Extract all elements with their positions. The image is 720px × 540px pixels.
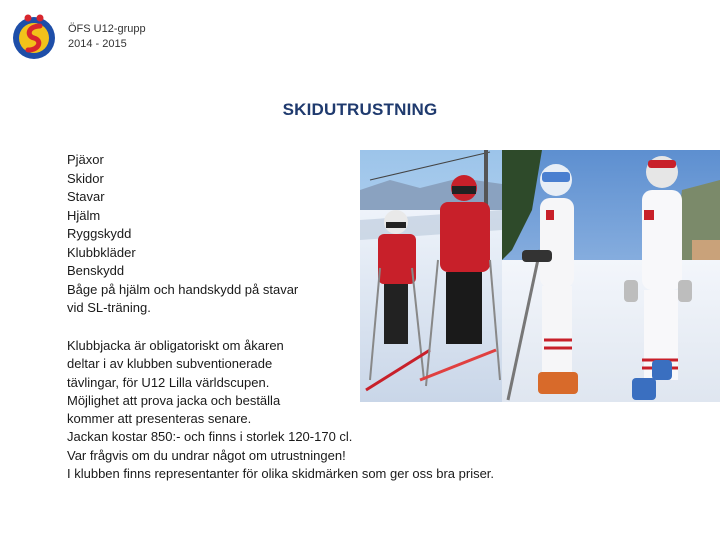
equipment-list: [67, 151, 298, 318]
header-season: 2014 - 2015: [68, 38, 127, 50]
equipment-item: Klubbkläder: [67, 244, 136, 260]
info-line: Jackan kostar 850:- och finns i storlek 120-170 cl.: [67, 429, 353, 445]
info-line: Klubbjacka är obligatoriskt om åkaren: [67, 338, 284, 353]
info-line: tävlingar, för U12 Lilla världscupen.: [67, 374, 270, 390]
equipment-item: Båge på hjälm och handskydd på stavar: [67, 281, 299, 297]
equipment-item: Pjäxor: [67, 152, 104, 167]
header-group-name: ÖFS U12-grupp: [68, 23, 146, 35]
equipment-item: Benskydd: [67, 263, 125, 278]
info-line: Var frågvis om du undrar något om utrustningen!: [67, 447, 346, 463]
info-line: I klubben finns representanter för olika skidmärken som ger oss bra priser.: [67, 466, 495, 482]
photo-kids-red-jackets: [360, 150, 502, 402]
header: [68, 22, 146, 52]
equipment-item: vid SL-träning.: [67, 300, 151, 315]
equipment-item: Ryggskydd: [67, 226, 132, 241]
info-line: kommer att presenteras senare.: [67, 411, 252, 427]
equipment-item: Skidor: [67, 170, 104, 186]
club-logo: [10, 12, 58, 60]
equipment-item: Hjälm: [67, 207, 101, 223]
info-line: Möjlighet att prova jacka och beställa: [67, 392, 281, 408]
equipment-item: Stavar: [67, 189, 105, 204]
page-title: SKIDUTRUSTNING: [282, 100, 438, 119]
photo-kids-race-suits: [502, 150, 720, 402]
info-line: deltar i av klubben subventionerade: [67, 356, 273, 372]
